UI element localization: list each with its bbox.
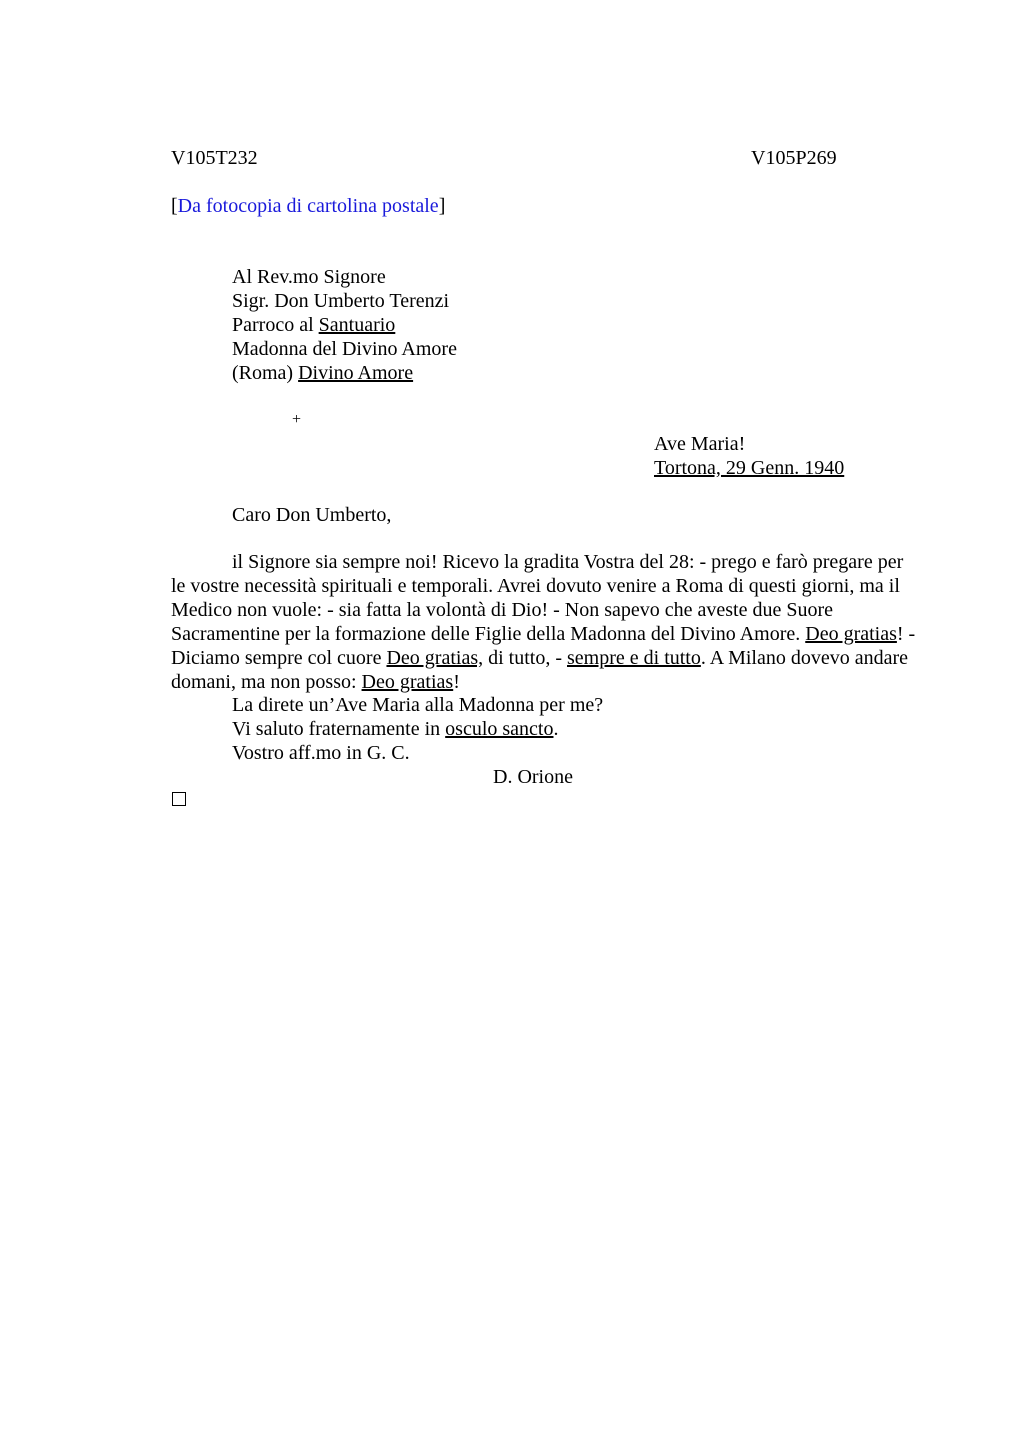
paragraph-text-d: . A Milano dovevo andare domani, ma non posso: <box>171 647 909 693</box>
salutation: Caro Don Umberto, <box>232 504 392 526</box>
paragraph-text-b: ! - Diciamo sempre col cuore <box>171 623 916 669</box>
letter-line-saluto <box>232 717 558 741</box>
archive-code-left: V105T232 <box>171 147 258 169</box>
archive-code-right: V105P269 <box>751 147 837 169</box>
source-note <box>171 194 445 218</box>
address-line-2: Sigr. Don Umberto Terenzi <box>232 290 450 312</box>
address-line-3 <box>232 313 395 337</box>
end-marker-box <box>172 792 186 806</box>
source-note-close-bracket: ] <box>438 195 446 217</box>
address-line-4: Madonna del Divino Amore <box>232 338 457 360</box>
closing: Vostro aff.mo in G. C. <box>232 742 410 764</box>
saluto-prefix: Vi saluto fraternamente in <box>232 718 446 740</box>
paragraph-deo-gratias-2: Deo gratias, <box>386 647 484 669</box>
saluto-osculo-sancto: osculo sancto <box>445 718 554 740</box>
cross-mark: + <box>292 411 302 428</box>
paragraph-deo-gratias-3: Deo gratias <box>361 671 454 693</box>
address-line-5-prefix: (Roma) <box>232 362 299 384</box>
address-line-1: Al Rev.mo Signore <box>232 266 386 288</box>
address-line-3-underlined: Santuario <box>318 314 396 336</box>
dateline-greeting: Ave Maria! <box>654 433 746 455</box>
paragraph-sempre-e-di-tutto: sempre e di tutto <box>567 647 701 669</box>
saluto-suffix: . <box>553 718 559 740</box>
paragraph-text-c: di tutto, - <box>483 647 567 669</box>
paragraph-text-e: ! <box>453 671 460 693</box>
paragraph-text-a: il Signore sia sempre noi! Ricevo la gradita Vostra del 28: - prego e farò pregare per le vostre necessità spirituali e temporali. Avrei dovuto venire a Roma di questi giorni, ma il Medico non vuole: - sia fatta la volontà di Dio! - Non sapevo che aveste due Suore Sacramentine per la formazione delle Figlie della Madonna del Divino Amore. <box>171 551 904 645</box>
source-note-open-bracket: [ <box>171 195 178 217</box>
address-line-3-prefix: Parroco al <box>232 314 319 336</box>
letter-paragraph <box>171 550 916 694</box>
signature: D. Orione <box>493 766 573 788</box>
address-line-5-underlined: Divino Amore <box>298 362 414 384</box>
address-line-5 <box>232 361 413 385</box>
paragraph-deo-gratias-1: Deo gratias <box>805 623 897 645</box>
dateline-place-date: Tortona, 29 Genn. 1940 <box>654 457 845 479</box>
letter-line-ave-maria: La direte un’Ave Maria alla Madonna per me? <box>232 694 604 716</box>
source-note-text: Da fotocopia di cartolina postale <box>177 195 439 217</box>
